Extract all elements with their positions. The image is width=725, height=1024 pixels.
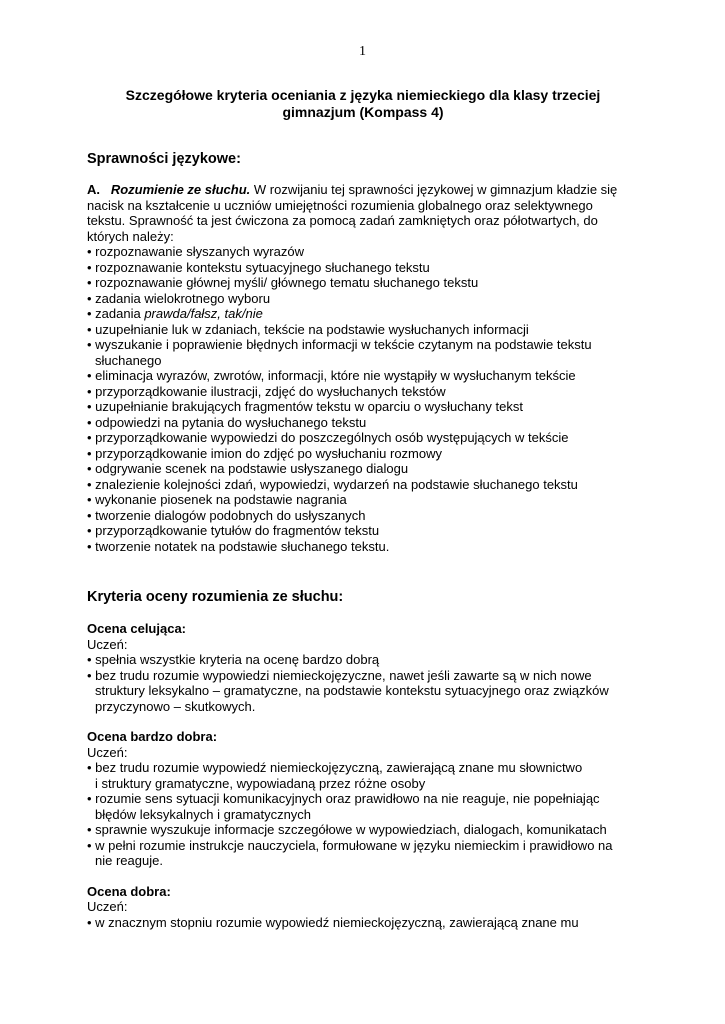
list-item <box>87 306 647 322</box>
list-item: • przyporządkowanie tytułów do fragmentów tekstu <box>87 523 647 539</box>
list-item-text: rozumie sens sytuacji komunikacyjnych oraz prawidłowo na nie reaguje, nie popełniając <box>95 791 600 806</box>
intro-line-1 <box>87 182 647 198</box>
page-number: 1 <box>359 44 366 59</box>
intro-line-4: których należy: <box>87 228 174 244</box>
list-item: • rozpoznawanie głównej myśli/ głównego tematu słuchanego tekstu <box>87 275 647 291</box>
intro-line-2: nacisk na kształcenie u uczniów umiejętności rozumienia globalnego oraz selektywnego <box>87 197 593 213</box>
list-item: • znalezienie kolejności zdań, wypowiedzi, wydarzeń na podstawie słuchanego tekstu <box>87 477 647 493</box>
list-item-continuation: struktury leksykalno – gramatyczne, na podstawie kontekstu sytuacyjnego oraz związków <box>95 683 609 698</box>
list-item <box>87 760 647 791</box>
list-item: • rozpoznawanie słyszanych wyrazów <box>87 244 647 260</box>
list-item: • eliminacja wyrazów, zwrotów, informacji, które nie wystąpiły w wysłuchanym tekście <box>87 368 647 384</box>
intro-line-3: tekstu. Sprawność ta jest ćwiczona za pomocą zadań zamkniętych oraz półotwartych, do <box>87 213 598 228</box>
list-item: • przyporządkowanie ilustracji, zdjęć do wysłuchanych tekstów <box>87 384 647 400</box>
list-item-text: w pełni rozumie instrukcje nauczyciela, formułowane w języku niemieckim i prawidłowo na <box>95 837 613 853</box>
list-item: • wykonanie piosenek na podstawie nagrania <box>87 492 647 508</box>
list-item: • rozpoznawanie kontekstu sytuacyjnego słuchanego tekstu <box>87 260 647 276</box>
list-item-continuation: słuchanego <box>95 352 162 368</box>
task-list <box>87 244 647 554</box>
list-item: • w znacznym stopniu rozumie wypowiedź niemieckojęzyczną, zawierającą znane mu <box>87 915 647 931</box>
list-item: • przyporządkowanie imion do zdjęć po wysłuchaniu rozmowy <box>87 446 647 462</box>
list-item-continuation: nie reaguje. <box>95 853 163 868</box>
list-item <box>87 668 647 715</box>
criteria-list <box>87 760 647 869</box>
list-item: • uzupełnianie brakujących fragmentów tekstu w oparciu o wysłuchany tekst <box>87 399 647 415</box>
document-title <box>90 87 636 121</box>
list-item: • sprawnie wyszukuje informacje szczegółowe w wypowiedziach, dialogach, komunikatach <box>87 822 647 838</box>
title-line-2: gimnazjum (Kompass 4) <box>282 104 444 120</box>
list-item-text: wyszukanie i poprawienie błędnych informacji w tekście czytanym na podstawie tekstu <box>95 337 592 352</box>
grade-heading-dobra: Ocena dobra: <box>87 883 171 899</box>
document-body <box>87 150 647 930</box>
intro-letter: A. <box>87 182 100 197</box>
list-item: • przyporządkowanie wypowiedzi do poszczególnych osób występujących w tekście <box>87 430 647 446</box>
list-item <box>87 791 647 822</box>
list-item-text: zadania <box>95 306 145 321</box>
student-label: Uczeń: <box>87 899 128 914</box>
list-item-text: bez trudu rozumie wypowiedź niemieckojęzyczną, zawierającą znane mu słownictwo <box>95 760 583 775</box>
grade-celujaca <box>87 621 647 714</box>
list-item: • tworzenie dialogów podobnych do usłyszanych <box>87 508 647 524</box>
list-item: • odpowiedzi na pytania do wysłuchanego tekstu <box>87 415 647 431</box>
criteria-list <box>87 652 647 714</box>
list-item-continuation: i struktury gramatyczne, wypowiadaną przez różne osoby <box>95 775 426 791</box>
listening-subheading: Rozumienie ze słuchu. <box>110 182 251 197</box>
grade-dobra <box>87 884 647 931</box>
grade-heading-celujaca: Ocena celująca: <box>87 621 186 636</box>
list-item <box>87 838 647 869</box>
title-line-1: Szczegółowe kryteria oceniania z języka niemieckiego dla klasy trzeciej <box>125 87 601 103</box>
list-item-italic: prawda/fałsz, tak/nie <box>144 306 263 321</box>
list-item-continuation: przyczynowo – skutkowych. <box>95 698 256 714</box>
criteria-list <box>87 915 647 931</box>
list-item-text: bez trudu rozumie wypowiedzi niemieckojęzyczne, nawet jeśli zawarte są w nich nowe <box>95 667 592 683</box>
listening-intro <box>87 182 647 244</box>
intro-line-1-rest: W rozwijaniu tej sprawności językowej w gimnazjum kładzie się <box>250 182 618 197</box>
list-item-continuation: błędów leksykalnych i gramatycznych <box>95 806 312 822</box>
list-item: • spełnia wszystkie kryteria na ocenę bardzo dobrą <box>87 652 647 668</box>
grade-bardzo-dobra <box>87 729 647 869</box>
list-item: • tworzenie notatek na podstawie słuchanego tekstu. <box>87 539 647 555</box>
list-item: • zadania wielokrotnego wyboru <box>87 291 647 307</box>
list-item: • odgrywanie scenek na podstawie usłyszanego dialogu <box>87 461 647 477</box>
grade-heading-bardzo-dobra: Ocena bardzo dobra: <box>87 729 218 744</box>
list-item: • uzupełnianie luk w zdaniach, tekście na podstawie wysłuchanych informacji <box>87 322 647 338</box>
student-label: Uczeń: <box>87 744 128 760</box>
section-heading-skills: Sprawności językowe: <box>87 151 241 167</box>
section-heading-criteria: Kryteria oceny rozumienia ze słuchu: <box>87 589 344 605</box>
list-item <box>87 337 647 368</box>
student-label: Uczeń: <box>87 636 128 652</box>
